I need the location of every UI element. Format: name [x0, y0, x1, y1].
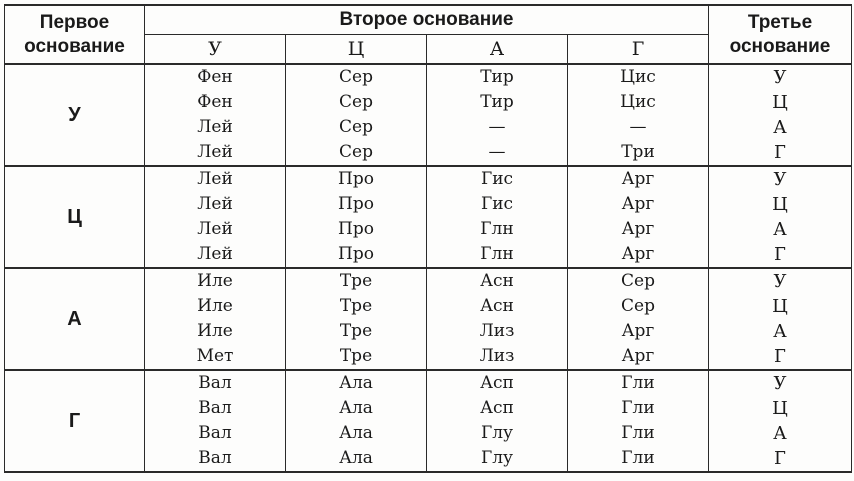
third-base-cell: У [709, 370, 852, 396]
third-base-cell: Ц [709, 294, 852, 319]
second-base-column-a: А [427, 35, 568, 65]
amino-acid-cell: Гли [568, 421, 709, 446]
amino-acid-cell: Арг [568, 166, 709, 192]
amino-acid-cell: Гли [568, 396, 709, 421]
amino-acid-cell: Сер [286, 90, 427, 115]
amino-acid-cell: Лей [145, 192, 286, 217]
third-base-cell: Г [709, 344, 852, 370]
third-base-header-line1: Третье [747, 11, 813, 33]
amino-acid-cell: Вал [145, 370, 286, 396]
amino-acid-cell: Глу [427, 446, 568, 472]
table-row [5, 64, 852, 90]
amino-acid-cell: Асп [427, 396, 568, 421]
third-base-cell: А [709, 319, 852, 344]
amino-acid-cell: Про [286, 166, 427, 192]
first-base-header-line2: основание [24, 35, 125, 57]
amino-acid-cell: Глн [427, 217, 568, 242]
amino-acid-cell: Асн [427, 294, 568, 319]
third-base-cell: Ц [709, 192, 852, 217]
amino-acid-cell: Вал [145, 396, 286, 421]
third-base-cell: А [709, 421, 852, 446]
amino-acid-cell: Ала [286, 446, 427, 472]
amino-acid-cell: Вал [145, 446, 286, 472]
third-base-header [709, 5, 852, 64]
amino-acid-cell: Лей [145, 140, 286, 166]
amino-acid-cell: Лей [145, 115, 286, 140]
third-base-cell: А [709, 217, 852, 242]
table-row [5, 166, 852, 192]
second-base-column-u: У [145, 35, 286, 65]
amino-acid-cell: Тре [286, 268, 427, 294]
third-base-cell: Г [709, 242, 852, 268]
first-base-cell: А [5, 268, 145, 370]
amino-acid-cell: Три [568, 140, 709, 166]
amino-acid-cell: Сер [568, 268, 709, 294]
table-body [5, 64, 852, 472]
amino-acid-cell: Асн [427, 268, 568, 294]
amino-acid-cell: Глн [427, 242, 568, 268]
amino-acid-cell: Арг [568, 344, 709, 370]
amino-acid-cell: Фен [145, 90, 286, 115]
amino-acid-cell: Сер [286, 140, 427, 166]
amino-acid-cell: Арг [568, 217, 709, 242]
amino-acid-cell: Сер [286, 64, 427, 90]
third-base-cell: Г [709, 140, 852, 166]
third-base-cell: У [709, 166, 852, 192]
third-base-header-line2: основание [729, 35, 831, 57]
amino-acid-cell: Арг [568, 192, 709, 217]
third-base-cell: Ц [709, 90, 852, 115]
amino-acid-cell: Тир [427, 64, 568, 90]
amino-acid-cell: Про [286, 242, 427, 268]
third-base-cell: Г [709, 446, 852, 472]
second-base-column-c: Ц [286, 35, 427, 65]
amino-acid-cell: Сер [286, 115, 427, 140]
amino-acid-cell: Цис [568, 90, 709, 115]
amino-acid-cell: Лиз [427, 344, 568, 370]
amino-acid-cell: Тир [427, 90, 568, 115]
genetic-code-table [4, 4, 852, 473]
first-base-header [5, 5, 145, 64]
third-base-cell: А [709, 115, 852, 140]
first-base-header-line1: Первое [39, 11, 110, 33]
table-header [5, 5, 852, 64]
amino-acid-cell: Глу [427, 421, 568, 446]
amino-acid-cell: Мет [145, 344, 286, 370]
third-base-cell: У [709, 268, 852, 294]
amino-acid-cell: — [427, 140, 568, 166]
amino-acid-cell: Цис [568, 64, 709, 90]
amino-acid-cell: Арг [568, 319, 709, 344]
amino-acid-cell: Лей [145, 217, 286, 242]
amino-acid-cell: Ала [286, 421, 427, 446]
amino-acid-cell: Тре [286, 319, 427, 344]
amino-acid-cell: Сер [568, 294, 709, 319]
second-base-header: Второе основание [145, 5, 709, 35]
amino-acid-cell: Вал [145, 421, 286, 446]
amino-acid-cell: Фен [145, 64, 286, 90]
first-base-cell: Г [5, 370, 145, 472]
amino-acid-cell: Иле [145, 319, 286, 344]
amino-acid-cell: Ала [286, 396, 427, 421]
amino-acid-cell: Иле [145, 268, 286, 294]
amino-acid-cell: Асп [427, 370, 568, 396]
amino-acid-cell: Про [286, 217, 427, 242]
amino-acid-cell: Тре [286, 344, 427, 370]
amino-acid-cell: — [568, 115, 709, 140]
second-base-column-g: Г [568, 35, 709, 65]
amino-acid-cell: Иле [145, 294, 286, 319]
amino-acid-cell: — [427, 115, 568, 140]
third-base-cell: Ц [709, 396, 852, 421]
amino-acid-cell: Гли [568, 446, 709, 472]
first-base-cell: У [5, 64, 145, 166]
amino-acid-cell: Лиз [427, 319, 568, 344]
amino-acid-cell: Гис [427, 192, 568, 217]
amino-acid-cell: Арг [568, 242, 709, 268]
amino-acid-cell: Тре [286, 294, 427, 319]
first-base-cell: Ц [5, 166, 145, 268]
table-row [5, 268, 852, 294]
amino-acid-cell: Ала [286, 370, 427, 396]
amino-acid-cell: Гис [427, 166, 568, 192]
amino-acid-cell: Гли [568, 370, 709, 396]
third-base-cell: У [709, 64, 852, 90]
table-row [5, 370, 852, 396]
amino-acid-cell: Лей [145, 242, 286, 268]
amino-acid-cell: Про [286, 192, 427, 217]
amino-acid-cell: Лей [145, 166, 286, 192]
